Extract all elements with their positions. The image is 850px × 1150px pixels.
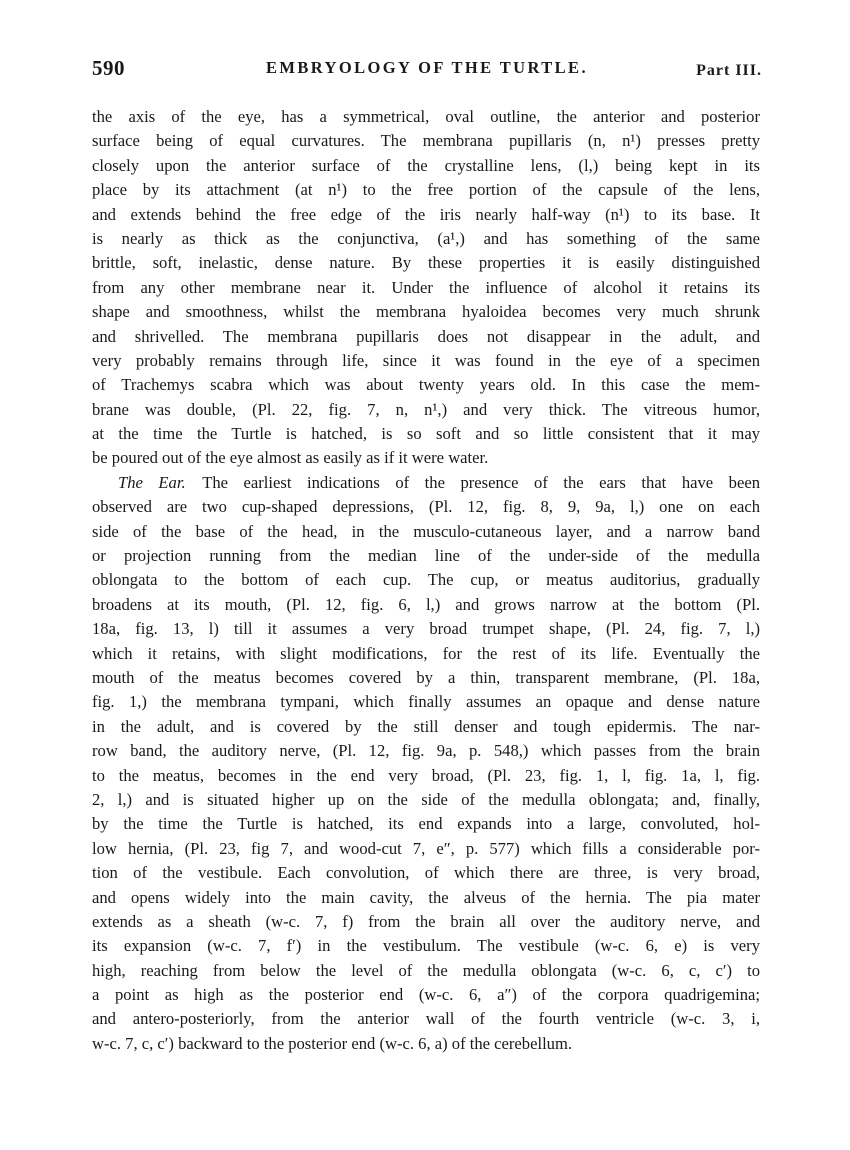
running-title: EMBRYOLOGY OF THE TURTLE.	[266, 58, 588, 77]
section-heading: The Ear.	[118, 472, 186, 492]
text-line: shape and smoothness, whilst the membrana hyaloidea becomes very much shrunk	[92, 302, 760, 322]
text-line: The Ear. The earliest indications of the presence of the ears that have been	[118, 472, 760, 492]
text-line: in the adult, and is covered by the still denser and tough epidermis. The nar-	[92, 716, 760, 736]
text-line: brittle, soft, inelastic, dense nature. By these properties it is easily distinguished	[92, 253, 760, 273]
text-line: surface being of equal curvatures. The membrana pupillaris (n, n¹) presses pretty	[92, 131, 760, 151]
text-line: side of the base of the head, in the musculo-cutaneous layer, and a narrow band	[92, 521, 760, 541]
text-line: w-c. 7, c, c′) backward to the posterior end (w-c. 6, a) of the cerebellum.	[92, 1033, 573, 1053]
text-line: high, reaching from below the level of the medulla oblongata (w-c. 6, c, c′) to	[92, 960, 760, 980]
part-label: Part III.	[696, 62, 762, 79]
text-line: from any other membrane near it. Under the influence of alcohol it retains its	[92, 277, 760, 297]
text-line: closely upon the anterior surface of the crystalline lens, (l,) being kept in its	[92, 155, 760, 175]
text-line: which it retains, with slight modifications, for the rest of its life. Eventually the	[92, 643, 760, 663]
text-line: 2, l,) and is situated higher up on the side of the medulla oblongata; and, finally,	[92, 789, 760, 809]
paragraph	[92, 105, 760, 471]
text-line: fig. 1,) the membrana tympani, which finally assumes an opaque and dense nature	[92, 692, 760, 712]
text-line: the axis of the eye, has a symmetrical, oval outline, the anterior and posterior	[92, 107, 760, 126]
text-line: extends as a sheath (w-c. 7, f) from the brain all over the auditory nerve, and	[92, 911, 760, 931]
page-number: 590	[92, 56, 125, 80]
paragraph	[92, 471, 760, 1056]
text-line: row band, the auditory nerve, (Pl. 12, fig. 9a, p. 548,) which passes from the brain	[92, 741, 760, 761]
text-line: oblongata to the bottom of each cup. The cup, or meatus auditorius, gradually	[92, 570, 760, 590]
text-line: place by its attachment (at n¹) to the free portion of the capsule of the lens,	[92, 180, 760, 200]
text-line: at the time the Turtle is hatched, is so soft and so little consistent that it may	[92, 424, 760, 444]
text-line: and antero-posteriorly, from the anterior wall of the fourth ventricle (w-c. 3, i,	[92, 1009, 760, 1029]
text-line: by the time the Turtle is hatched, its end expands into a large, convoluted, hol-	[92, 814, 760, 834]
text-line: its expansion (w-c. 7, f′) in the vestibulum. The vestibule (w-c. 6, e) is very	[92, 936, 760, 956]
text-line: brane was double, (Pl. 22, fig. 7, n, n¹,) and very thick. The vitreous humor,	[92, 399, 760, 419]
text-line: and extends behind the free edge of the iris nearly half-way (n¹) to its base. It	[92, 204, 760, 224]
text-line: and opens widely into the main cavity, the alveus of the hernia. The pia mater	[92, 887, 760, 907]
text-line: very probably remains through life, since it was found in the eye of a specimen	[92, 350, 760, 370]
text-line: to the meatus, becomes in the end very broad, (Pl. 23, fig. 1, l, fig. 1a, l, fig.	[92, 765, 760, 785]
text-line: or projection running from the median line of the under-side of the medulla	[92, 546, 760, 566]
text-line: tion of the vestibule. Each convolution, of which there are three, is very broad,	[92, 863, 760, 883]
text-line: a point as high as the posterior end (w-c. 6, a″) of the corpora quadrigemina;	[92, 985, 760, 1005]
text-line: mouth of the meatus becomes covered by a thin, transparent membrane, (Pl. 18a,	[92, 667, 760, 687]
text-line: is nearly as thick as the conjunctiva, (a¹,) and has something of the same	[92, 228, 760, 248]
text-line: low hernia, (Pl. 23, fig 7, and wood-cut 7, e″, p. 577) which fills a considerable por-	[92, 838, 760, 858]
text-line: and shrivelled. The membrana pupillaris does not disappear in the adult, and	[92, 326, 760, 346]
text-line: be poured out of the eye almost as easily as if it were water.	[92, 448, 489, 468]
text-line: 18a, fig. 13, l) till it assumes a very broad trumpet shape, (Pl. 24, fig. 7, l,)	[92, 619, 760, 639]
text-line: broadens at its mouth, (Pl. 12, fig. 6, l,) and grows narrow at the bottom (Pl.	[92, 594, 760, 614]
text-line: observed are two cup-shaped depressions, (Pl. 12, fig. 8, 9, 9a, l,) one on each	[92, 497, 760, 517]
body-text	[92, 105, 760, 1056]
running-head	[92, 56, 762, 86]
text-line: of Trachemys scabra which was about twenty years old. In this case the mem-	[92, 375, 760, 395]
